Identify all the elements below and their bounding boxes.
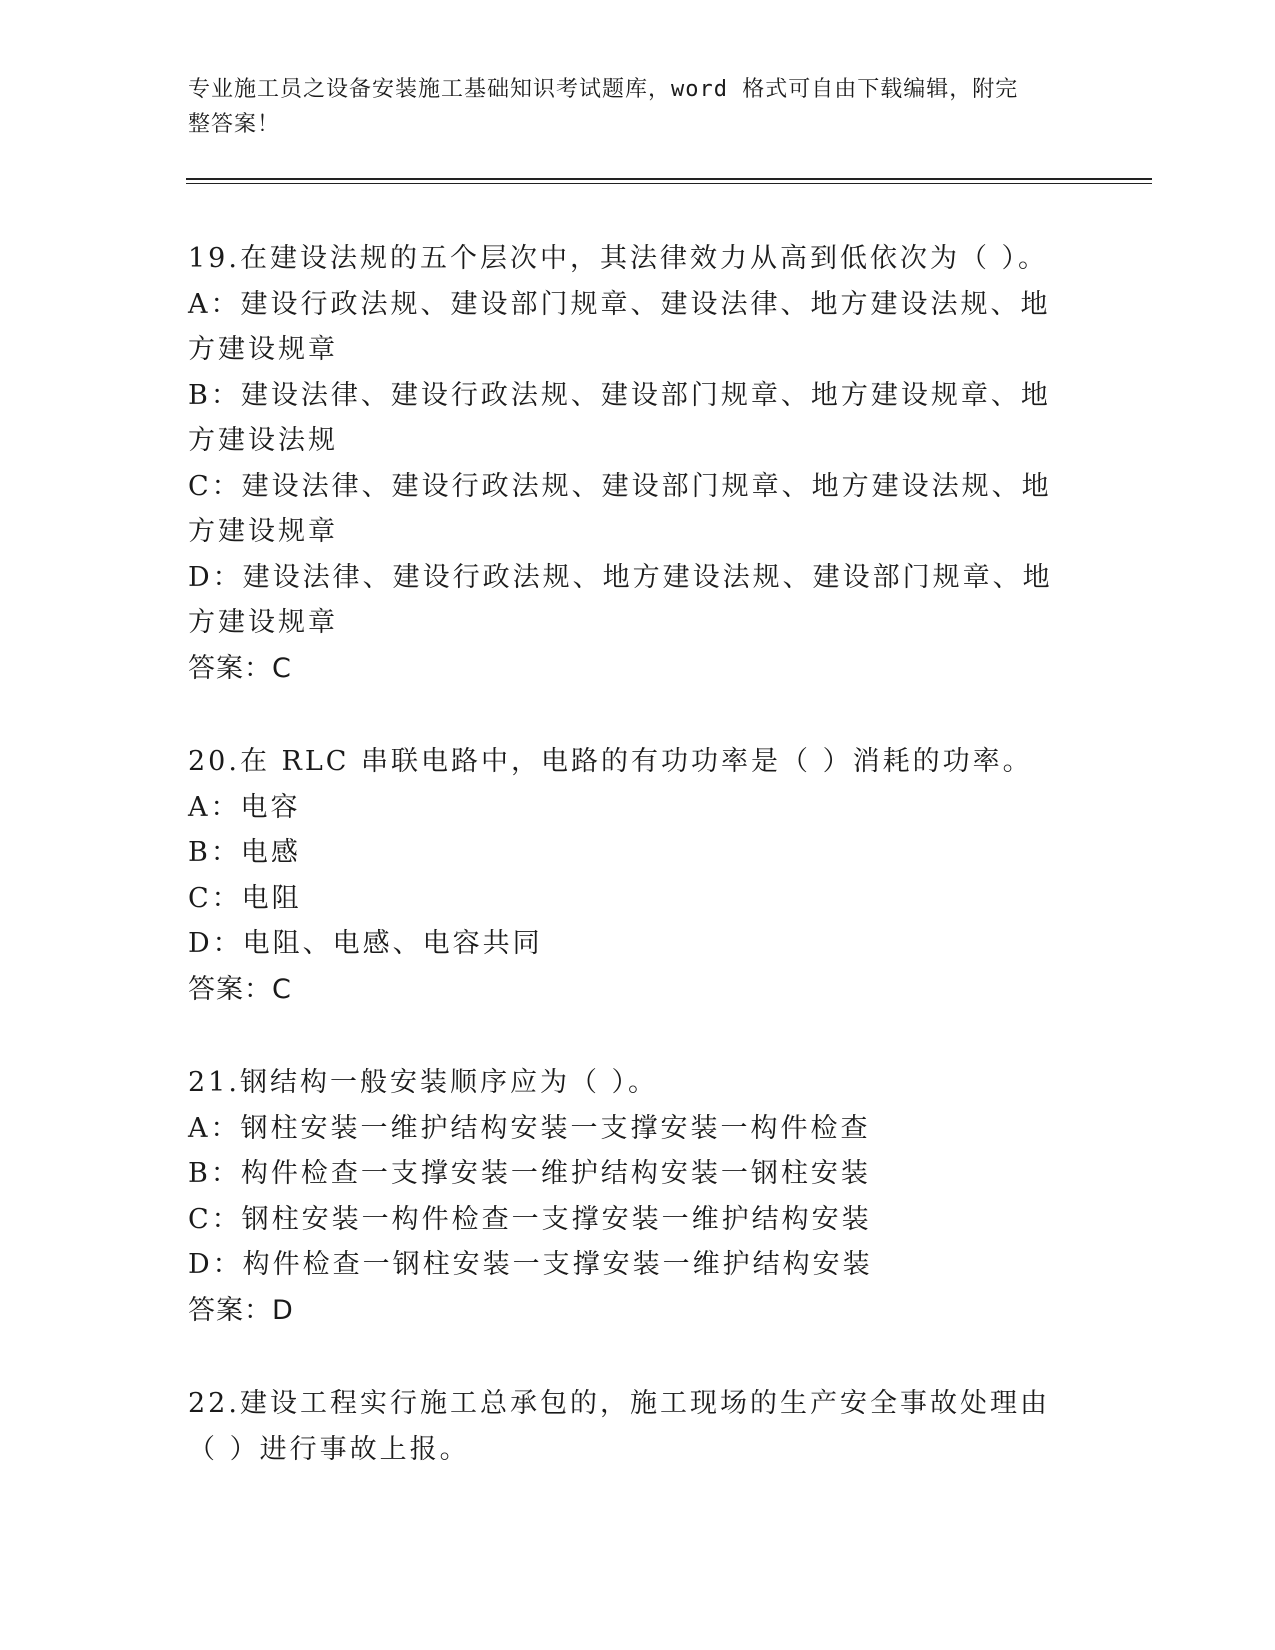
header-line-1: 专业施工员之设备安装施工基础知识考试题库，word 格式可自由下载编辑，附完: [188, 77, 1019, 102]
option-d: D：建设法律、建设行政法规、地方建设法规、建设部门规章、地方建设规章: [188, 561, 1053, 638]
question-stem: 21.钢结构一般安装顺序应为（ ）。: [188, 1067, 659, 1098]
option-a: A：电容: [188, 791, 301, 823]
option-b: B：建设法律、建设行政法规、建设部门规章、地方建设规章、地方建设法规: [188, 379, 1051, 456]
question-19: [188, 236, 1088, 691]
header-rule-thin: [186, 183, 1152, 184]
question-21: [188, 1060, 1088, 1333]
option-b: B：构件检查一支撑安装一维护结构安装一钢柱安装: [188, 1158, 871, 1189]
header-rule-thick: [186, 178, 1152, 180]
option-a: A：建设行政法规、建设部门规章、建设法律、地方建设法规、地方建设规章: [188, 288, 1051, 365]
question-stem: 19.在建设法规的五个层次中，其法律效力从高到低依次为（ ）。: [188, 243, 1049, 274]
question-stem: 22.建设工程实行施工总承包的，施工现场的生产安全事故处理由（ ）进行事故上报。: [188, 1388, 1050, 1465]
option-a: A：钢柱安装一维护结构安装一支撑安装一构件检查: [188, 1112, 871, 1144]
answer: 答案：C: [188, 973, 292, 1005]
option-b: B：电感: [188, 837, 301, 868]
answer: 答案：C: [188, 652, 292, 684]
answer: 答案：D: [188, 1294, 294, 1326]
document-header: [188, 72, 1068, 142]
option-c: C：建设法律、建设行政法规、建设部门规章、地方建设法规、地方建设规章: [188, 470, 1052, 547]
option-d: D：电阻、电感、电容共同: [188, 928, 543, 959]
question-20: [188, 739, 1088, 1012]
question-stem: 20.在 RLC 串联电路中，电路的有功功率是（ ）消耗的功率。: [188, 746, 1033, 777]
option-d: D：构件检查一钢柱安装一支撑安装一维护结构安装: [188, 1249, 873, 1280]
question-22: [188, 1381, 1088, 1472]
question-list: [188, 236, 1088, 1520]
header-line-2: 整答案！: [188, 112, 281, 137]
option-c: C：电阻: [188, 882, 302, 914]
option-c: C：钢柱安装一构件检查一支撑安装一维护结构安装: [188, 1203, 872, 1235]
